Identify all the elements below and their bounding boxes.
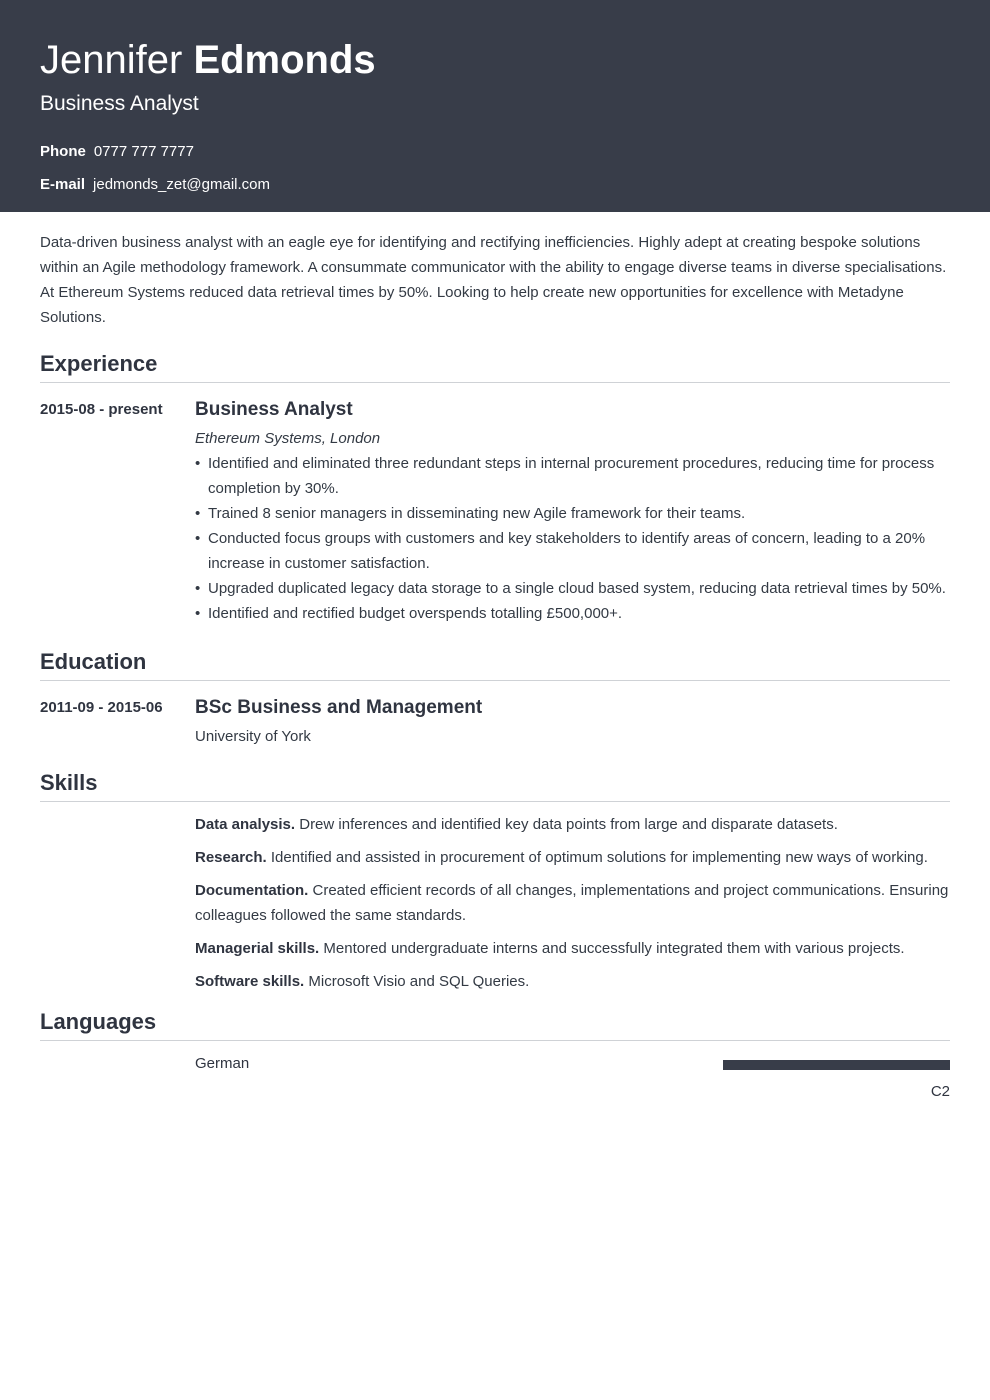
- education-date: 2011-09 - 2015-06: [40, 699, 163, 716]
- bullet-text: Identified and eliminated three redundant steps in internal procurement procedures, reducing time for process completion by 30%.: [208, 455, 935, 497]
- experience-company: Ethereum Systems, London: [195, 430, 381, 447]
- languages-section: [40, 1008, 950, 1104]
- email-row: [40, 175, 270, 195]
- phone-label: Phone: [40, 143, 86, 160]
- experience-section: [40, 350, 950, 626]
- education-degree: BSc Business and Management: [195, 697, 483, 718]
- skill-desc: Mentored undergraduate interns and successfully integrated them with various projects.: [323, 940, 905, 957]
- experience-date: 2015-08 - present: [40, 401, 163, 418]
- language-level: C2: [930, 1083, 950, 1100]
- education-school: University of York: [195, 728, 311, 745]
- skill-name: Software skills.: [195, 973, 305, 990]
- language-item: [40, 1054, 950, 1104]
- section-title-education: Education: [40, 648, 950, 681]
- section-title-skills: Skills: [40, 769, 950, 802]
- phone-row: [40, 142, 194, 162]
- bullet-icon: •: [195, 580, 201, 597]
- list-item: [195, 451, 950, 501]
- bullet-text: Conducted focus groups with customers and key stakeholders to identify areas of concern, leading to a 20% increase in customer satisfaction.: [208, 530, 926, 572]
- skills-section: [40, 769, 950, 994]
- first-name: Jennifer: [40, 38, 183, 82]
- skill-name: Data analysis.: [195, 816, 296, 833]
- skill-item: [195, 936, 950, 961]
- education-entry: [40, 697, 950, 747]
- skills-list: [195, 812, 950, 994]
- skill-desc: Microsoft Visio and SQL Queries.: [308, 973, 530, 990]
- section-title-experience: Experience: [40, 350, 950, 383]
- skill-name: Research.: [195, 849, 267, 866]
- bullet-icon: •: [195, 605, 201, 622]
- experience-entry: [40, 399, 950, 626]
- section-title-languages: Languages: [40, 1008, 950, 1041]
- job-title: Business Analyst: [40, 92, 199, 115]
- experience-bullets: [195, 451, 950, 626]
- bullet-text: Upgraded duplicated legacy data storage to a single cloud based system, reducing data retrieval times by 50%.: [208, 580, 946, 597]
- language-level-bar: [723, 1060, 950, 1070]
- bullet-text: Trained 8 senior managers in disseminating new Agile framework for their teams.: [208, 505, 746, 522]
- skill-desc: Identified and assisted in procurement of optimum solutions for implementing new ways of working.: [270, 849, 928, 866]
- bullet-icon: •: [195, 505, 201, 522]
- skill-name: Managerial skills.: [195, 940, 320, 957]
- phone-value: 0777 777 7777: [93, 143, 194, 160]
- last-name: Edmonds: [193, 38, 376, 82]
- list-item: [195, 576, 950, 601]
- skill-item: [195, 812, 950, 837]
- skill-name: Documentation.: [195, 882, 309, 899]
- bullet-icon: •: [195, 455, 201, 472]
- experience-role: Business Analyst: [195, 399, 353, 420]
- list-item: [195, 601, 950, 626]
- skill-item: [195, 969, 950, 994]
- education-body: [195, 697, 950, 747]
- list-item: [195, 526, 950, 576]
- education-section: [40, 648, 950, 747]
- language-name: German: [195, 1055, 250, 1072]
- candidate-name: [40, 36, 376, 84]
- bullet-text: Identified and rectified budget overspends totalling £500,000+.: [208, 605, 623, 622]
- language-level-fill: [723, 1060, 950, 1070]
- email-label: E-mail: [40, 176, 86, 193]
- list-item: [195, 501, 950, 526]
- experience-body: [195, 399, 950, 626]
- resume-header: [0, 0, 990, 212]
- skill-desc: Drew inferences and identified key data points from large and disparate datasets.: [299, 816, 838, 833]
- profile-summary: Data-driven business analyst with an eagle eye for identifying and rectifying inefficiencies. Highly adept at creating bespoke solutions within an Agile methodology framework. A consummate communicator with the ability to engage diverse teams in diverse specialisations. At Ethereum Systems reduced data retrieval times by 50%. Looking to help create new opportunities for excellence with Metadyne Solutions.: [40, 234, 947, 326]
- skill-desc: Created efficient records of all changes, implementations and project communications. Ensuring colleagues followed the same standards.: [195, 882, 949, 924]
- bullet-icon: •: [195, 530, 201, 547]
- email-value[interactable]: jedmonds_zet@gmail.com: [93, 176, 270, 193]
- skill-item: [195, 845, 950, 870]
- skill-item: [195, 878, 950, 928]
